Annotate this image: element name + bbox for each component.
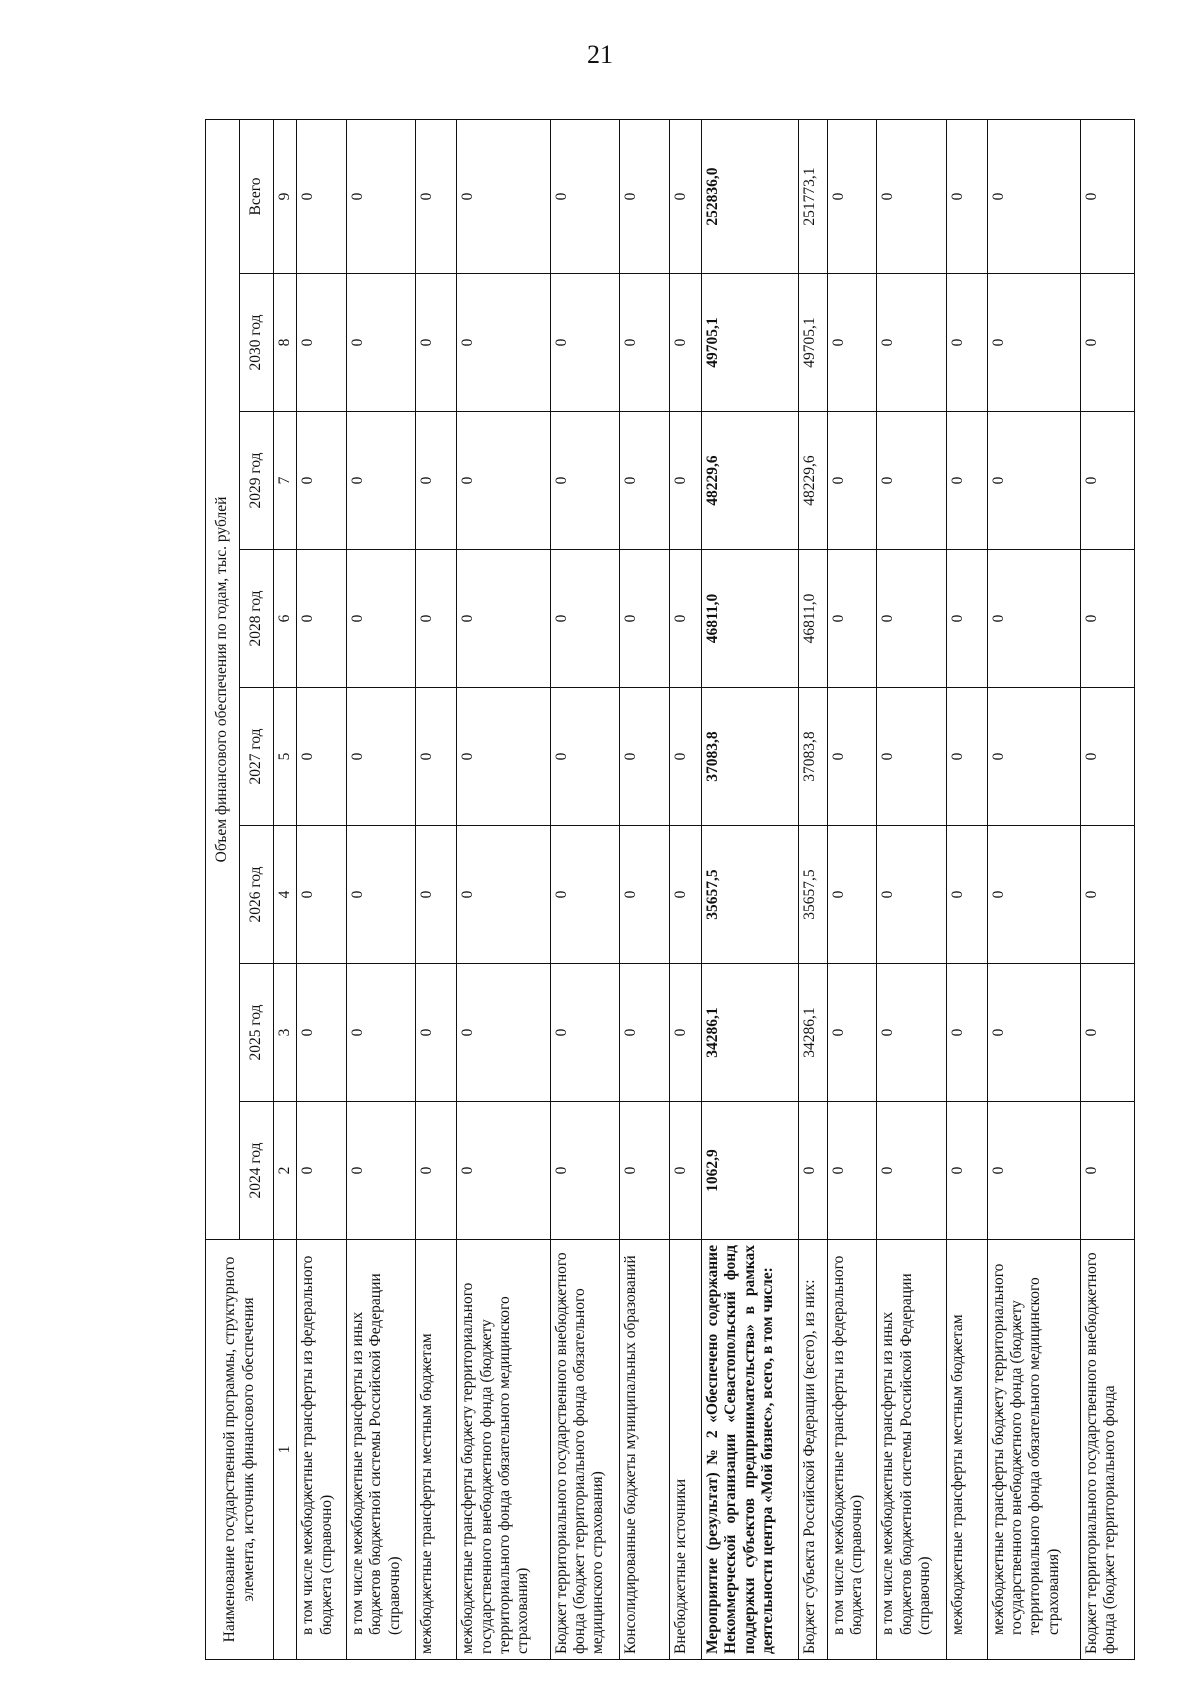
row-value: 48229,6 [799, 412, 827, 550]
row-value: 0 [987, 1102, 1080, 1240]
row-value: 0 [1080, 688, 1134, 826]
table-row [347, 120, 416, 1660]
row-value: 0 [619, 550, 669, 688]
row-value: 0 [416, 412, 457, 550]
row-value: 0 [619, 826, 669, 964]
page-number: 21 [587, 40, 613, 69]
row-value: 0 [946, 964, 987, 1102]
row-value: 0 [457, 964, 550, 1102]
row-value: 0 [619, 1102, 669, 1240]
row-value: 0 [669, 274, 701, 412]
row-value: 0 [877, 826, 946, 964]
header-year: 2030 год [240, 274, 274, 412]
row-value: 0 [987, 826, 1080, 964]
row-total: 0 [987, 120, 1080, 274]
col-number: 3 [274, 964, 297, 1102]
row-value: 0 [877, 412, 946, 550]
table-row [987, 120, 1080, 1660]
financing-table [205, 119, 1135, 1660]
row-name: межбюджетные трансферты бюджету территориального государственного внебюджетного фонда (бюджету территориального фонда обязательного медицинского страхования) [987, 1240, 1080, 1660]
row-value: 0 [1080, 412, 1134, 550]
col-number: 2 [274, 1102, 297, 1240]
header-year: 2026 год [240, 826, 274, 964]
row-value: 0 [946, 274, 987, 412]
header-group: Объем финансового обеспечения по годам, тыс. рублей [206, 120, 240, 1240]
row-value: 0 [550, 412, 619, 550]
row-value: 46811,0 [799, 550, 827, 688]
row-value: 0 [416, 688, 457, 826]
table-row [550, 120, 619, 1660]
row-value: 0 [550, 1102, 619, 1240]
row-value: 0 [827, 964, 877, 1102]
row-value: 0 [416, 274, 457, 412]
row-total: 0 [347, 120, 416, 274]
col-number: 9 [274, 120, 297, 274]
header-year: 2024 год [240, 1102, 274, 1240]
row-value: 0 [550, 550, 619, 688]
header-year: 2028 год [240, 550, 274, 688]
row-value: 0 [1080, 274, 1134, 412]
col-number: 7 [274, 412, 297, 550]
row-name: Внебюджетные источники [669, 1240, 701, 1660]
row-value: 46811,0 [702, 550, 799, 688]
row-value: 0 [347, 1102, 416, 1240]
row-value: 0 [946, 1102, 987, 1240]
row-value: 0 [297, 1102, 347, 1240]
row-value: 0 [877, 550, 946, 688]
row-value: 49705,1 [702, 274, 799, 412]
table-row [877, 120, 946, 1660]
row-name: в том числе межбюджетные трансферты из иных бюджетов бюджетной системы Российской Федерации (справочно) [877, 1240, 946, 1660]
row-value: 0 [669, 826, 701, 964]
row-total: 0 [457, 120, 550, 274]
row-total: 0 [1080, 120, 1134, 274]
row-value: 0 [669, 688, 701, 826]
row-value: 0 [799, 1102, 827, 1240]
row-name: межбюджетные трансферты местным бюджетам [946, 1240, 987, 1660]
row-value: 0 [1080, 826, 1134, 964]
row-value: 0 [827, 412, 877, 550]
table-row [416, 120, 457, 1660]
row-value: 34286,1 [702, 964, 799, 1102]
row-name: межбюджетные трансферты бюджету территориального государственного внебюджетного фонда (бюджету территориального фонда обязательного медицинского страхования) [457, 1240, 550, 1660]
row-value: 37083,8 [702, 688, 799, 826]
row-value: 0 [347, 274, 416, 412]
row-name: Бюджет субъекта Российской Федерации (всего), из них: [799, 1240, 827, 1660]
table-row [946, 120, 987, 1660]
row-total: 0 [827, 120, 877, 274]
row-value: 0 [347, 964, 416, 1102]
row-value: 0 [877, 1102, 946, 1240]
col-number: 6 [274, 550, 297, 688]
row-value: 0 [827, 1102, 877, 1240]
row-value: 0 [946, 826, 987, 964]
row-value: 0 [297, 688, 347, 826]
row-value: 0 [457, 550, 550, 688]
row-total: 0 [946, 120, 987, 274]
row-name: Консолидированные бюджеты муниципальных образований [619, 1240, 669, 1660]
row-value: 0 [946, 688, 987, 826]
row-value: 0 [669, 412, 701, 550]
row-value: 0 [946, 550, 987, 688]
row-value: 0 [457, 688, 550, 826]
row-value: 35657,5 [702, 826, 799, 964]
row-name: в том числе межбюджетные трансферты из федерального бюджета (справочно) [297, 1240, 347, 1660]
row-value: 0 [987, 964, 1080, 1102]
row-total: 0 [416, 120, 457, 274]
row-name: Бюджет территориального государственного внебюджетного фонда (бюджет территориального фонда [1080, 1240, 1134, 1660]
row-value: 0 [347, 688, 416, 826]
row-value: 0 [347, 826, 416, 964]
row-value: 0 [457, 274, 550, 412]
table-row [702, 120, 799, 1660]
row-value: 0 [669, 550, 701, 688]
col-number: 8 [274, 274, 297, 412]
row-value: 0 [619, 412, 669, 550]
row-value: 0 [550, 688, 619, 826]
col-number: 4 [274, 826, 297, 964]
row-name: межбюджетные трансферты местным бюджетам [416, 1240, 457, 1660]
row-value: 0 [987, 412, 1080, 550]
row-value: 0 [619, 274, 669, 412]
row-value: 0 [1080, 550, 1134, 688]
row-total: 0 [669, 120, 701, 274]
row-value: 0 [457, 412, 550, 550]
row-value: 0 [827, 274, 877, 412]
row-value: 0 [987, 274, 1080, 412]
row-value: 0 [1080, 1102, 1134, 1240]
table-row [297, 120, 347, 1660]
col-number: 1 [274, 1240, 297, 1660]
row-name: в том числе межбюджетные трансферты из иных бюджетов бюджетной системы Российской Федерации (справочно) [347, 1240, 416, 1660]
row-value: 0 [877, 274, 946, 412]
table-row [619, 120, 669, 1660]
row-value: 0 [1080, 964, 1134, 1102]
row-value: 0 [297, 412, 347, 550]
row-value: 0 [827, 550, 877, 688]
row-total: 0 [297, 120, 347, 274]
row-value: 0 [987, 550, 1080, 688]
row-value: 0 [946, 412, 987, 550]
row-name: Мероприятие (результат) № 2 «Обеспечено содержание Некоммерческой организации «Севастопольский фонд поддержки субъектов предпринимательства» в рамках деятельности центра «Мой бизнес», всего, в том числе: [702, 1240, 799, 1660]
row-value: 34286,1 [799, 964, 827, 1102]
row-value: 0 [669, 964, 701, 1102]
row-total: 251773,1 [799, 120, 827, 274]
row-value: 48229,6 [702, 412, 799, 550]
row-value: 0 [416, 1102, 457, 1240]
row-value: 0 [877, 964, 946, 1102]
row-value: 0 [550, 274, 619, 412]
row-value: 0 [619, 964, 669, 1102]
row-value: 1062,9 [702, 1102, 799, 1240]
row-value: 0 [827, 826, 877, 964]
row-value: 0 [987, 688, 1080, 826]
row-total: 252836,0 [702, 120, 799, 274]
row-value: 0 [457, 1102, 550, 1240]
row-value: 0 [619, 688, 669, 826]
row-value: 0 [550, 826, 619, 964]
row-value: 0 [297, 550, 347, 688]
row-value: 0 [827, 688, 877, 826]
row-value: 35657,5 [799, 826, 827, 964]
row-value: 0 [416, 964, 457, 1102]
table-row [457, 120, 550, 1660]
row-name: Бюджет территориального государственного внебюджетного фонда (бюджет территориального фонда обязательного медицинского страхования) [550, 1240, 619, 1660]
row-value: 0 [297, 274, 347, 412]
header-name-col: Наименование государственной программы, структурного элемента, источник финансового обеспечения [206, 1240, 274, 1660]
row-value: 49705,1 [799, 274, 827, 412]
col-number: 5 [274, 688, 297, 826]
row-value: 0 [669, 1102, 701, 1240]
row-value: 0 [297, 964, 347, 1102]
row-total: 0 [877, 120, 946, 274]
table-row [799, 120, 827, 1660]
table-row [1080, 120, 1134, 1660]
header-year: 2029 год [240, 412, 274, 550]
header-year: 2025 год [240, 964, 274, 1102]
row-value: 0 [416, 550, 457, 688]
row-value: 0 [457, 826, 550, 964]
row-name: в том числе межбюджетные трансферты из федерального бюджета (справочно) [827, 1240, 877, 1660]
row-total: 0 [619, 120, 669, 274]
row-value: 0 [550, 964, 619, 1102]
row-total: 0 [550, 120, 619, 274]
header-total: Всего [240, 120, 274, 274]
table-row [669, 120, 701, 1660]
header-year: 2027 год [240, 688, 274, 826]
rotated-table-container [205, 120, 1135, 1660]
row-value: 0 [347, 550, 416, 688]
row-value: 0 [416, 826, 457, 964]
row-value: 37083,8 [799, 688, 827, 826]
table-row [827, 120, 877, 1660]
row-value: 0 [347, 412, 416, 550]
row-value: 0 [297, 826, 347, 964]
row-value: 0 [877, 688, 946, 826]
